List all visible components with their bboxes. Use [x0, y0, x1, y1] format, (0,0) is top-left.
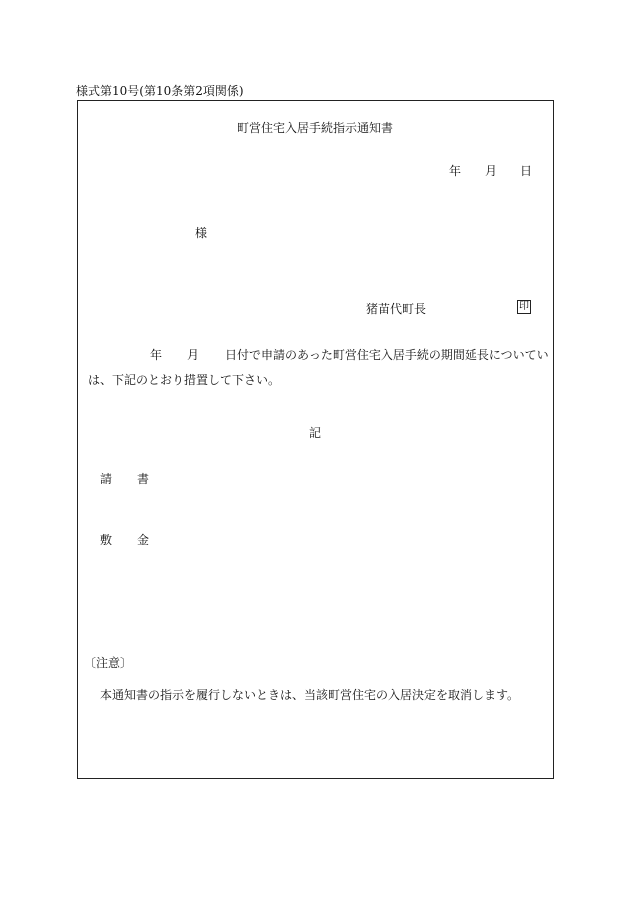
- date-month-label: 月: [485, 164, 498, 178]
- item-pledge-char-2: 書: [137, 472, 150, 486]
- body-text-line-2: は、下記のとおり措置して下さい。: [88, 373, 281, 387]
- body-month-label: 月: [187, 348, 200, 362]
- item-deposit-char-2: 金: [137, 533, 150, 547]
- recipient-honorific: 様: [195, 226, 208, 240]
- body-year-label: 年: [150, 348, 163, 362]
- date-day-label: 日: [520, 164, 533, 178]
- seal-stamp: 印: [519, 301, 529, 312]
- issuer-name: 猪苗代町長: [366, 302, 427, 316]
- form-number-label: 様式第10号(第10条第2項関係): [76, 84, 244, 98]
- body-text-line-1: 日付で申請のあった町営住宅入居手続の期間延長についてい: [225, 348, 549, 362]
- item-pledge-char-1: 請: [100, 472, 113, 486]
- document-title: 町営住宅入居手続指示通知書: [236, 121, 393, 135]
- date-year-label: 年: [449, 164, 462, 178]
- ki-heading: 記: [308, 426, 321, 440]
- note-heading: 〔注意〕: [84, 656, 133, 670]
- item-deposit-char-1: 敷: [100, 533, 113, 547]
- note-text: 本通知書の指示を履行しないときは、当該町営住宅の入居決定を取消します。: [100, 688, 520, 702]
